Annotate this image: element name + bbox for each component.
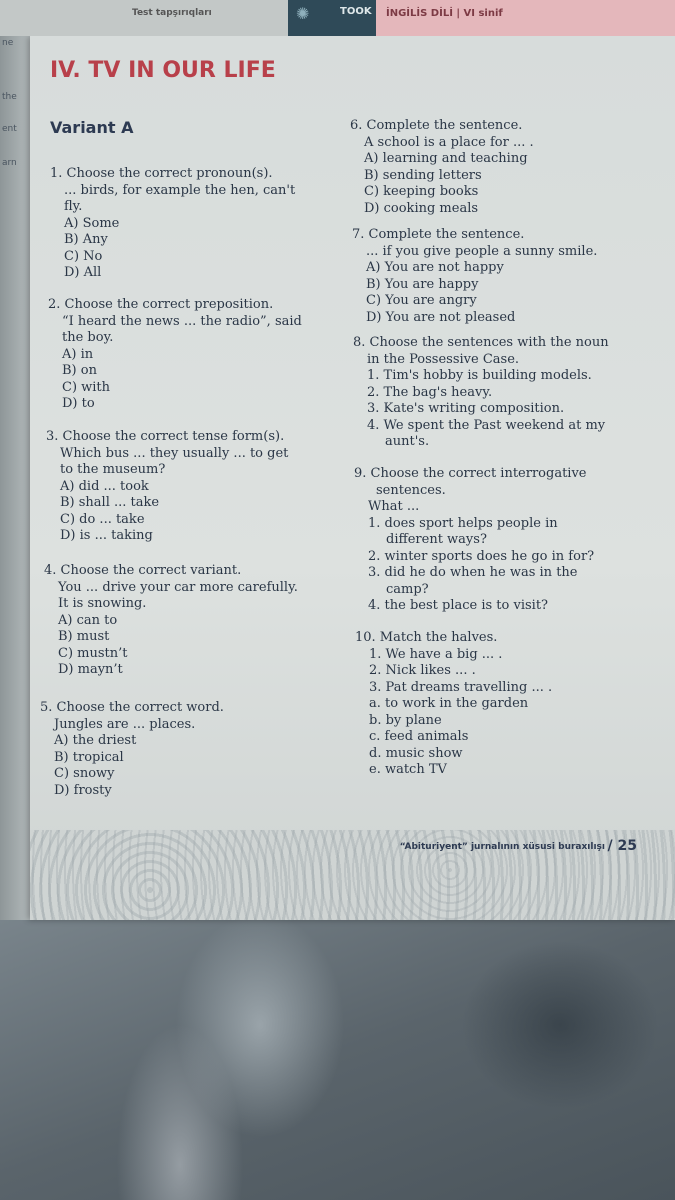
margin-fragment: the xyxy=(2,92,17,102)
question-stem: 6. Complete the sentence. xyxy=(350,118,523,133)
question-7 xyxy=(352,227,597,326)
option: D) to xyxy=(62,396,95,411)
question-line: A school is a place for ... . xyxy=(364,134,534,150)
question-stem: 10. Match the halves. xyxy=(355,630,498,645)
subject-label: İNGİLİS DİLİ | VI sinif xyxy=(386,8,503,19)
option: B) must xyxy=(58,629,110,644)
question-6 xyxy=(350,118,534,217)
option: 3. Pat dreams travelling ... . xyxy=(369,679,553,695)
question-line: Which bus ... they usually ... to get xyxy=(60,445,289,461)
margin-fragment: ne xyxy=(2,38,14,48)
question-stem: 5. Choose the correct word. xyxy=(40,700,224,715)
page-number: / 25 xyxy=(607,838,637,854)
option: 1. We have a big ... . xyxy=(369,646,503,662)
option: C) You are angry xyxy=(366,293,477,308)
question-line: You ... drive your car more carefully. xyxy=(58,579,298,595)
option: D) is ... taking xyxy=(60,528,153,543)
option: C) with xyxy=(62,379,111,395)
question-9 xyxy=(354,466,594,615)
question-stem: 1. Choose the correct pronoun(s). xyxy=(50,166,273,181)
option: D) All xyxy=(64,265,102,280)
option: 2. Nick likes ... . xyxy=(369,663,476,678)
question-line: “I heard the news ... the radio”, said xyxy=(62,313,302,329)
background-fabric xyxy=(0,905,675,1200)
question-5 xyxy=(40,700,224,799)
previous-page-edge xyxy=(0,0,34,920)
question-line: Jungles are ... places. xyxy=(54,716,196,732)
option: D) mayn’t xyxy=(58,662,123,677)
page-title: IV. TV IN OUR LIFE xyxy=(50,58,276,83)
question-stem: 3. Choose the correct tense form(s). xyxy=(46,429,285,444)
question-stem: 7. Complete the sentence. xyxy=(352,227,525,242)
question-3 xyxy=(46,429,288,545)
option: B) You are happy xyxy=(366,276,479,292)
question-line: in the Possessive Case. xyxy=(367,351,520,367)
option: A) in xyxy=(62,346,94,362)
question-line: It is snowing. xyxy=(58,596,147,611)
option: 4. We spent the Past weekend at my xyxy=(367,417,606,433)
header-badge-text: TOOK xyxy=(340,6,372,17)
option: 3. did he do when he was in the xyxy=(368,565,578,580)
badge-ornament-icon: ✺ xyxy=(296,4,310,23)
option: D) frosty xyxy=(54,782,112,798)
option-continued: different ways? xyxy=(386,532,487,547)
option: 3. Kate's writing composition. xyxy=(367,401,565,416)
option: b. by plane xyxy=(369,712,442,728)
question-line: sentences. xyxy=(376,482,446,498)
option: 2. The bag's heavy. xyxy=(367,384,493,400)
option: B) Any xyxy=(64,232,108,247)
variant-heading: Variant A xyxy=(50,118,134,137)
option: B) shall ... take xyxy=(60,495,160,510)
header-left xyxy=(0,0,288,36)
footer-journal: “Abituriyent” jurnalının xüsusi buraxılışı xyxy=(399,842,605,852)
option: A) You are not happy xyxy=(366,260,504,275)
option: B) on xyxy=(62,363,97,378)
question-stem: 2. Choose the correct preposition. xyxy=(48,297,274,312)
option: C) mustn’t xyxy=(58,645,128,661)
margin-fragment: arn xyxy=(2,158,17,168)
option: A) the driest xyxy=(54,733,137,748)
option: d. music show xyxy=(369,745,463,761)
option: A) did ... took xyxy=(60,478,149,494)
question-stem: 8. Choose the sentences with the noun xyxy=(353,335,609,350)
option: B) tropical xyxy=(54,749,124,765)
question-line: the boy. xyxy=(62,330,114,345)
question-line: ... birds, for example the hen, can't xyxy=(64,182,296,198)
question-line: fly. xyxy=(64,199,83,214)
option-continued: aunt's. xyxy=(385,434,430,449)
option: C) do ... take xyxy=(60,511,145,527)
question-line: What ... xyxy=(368,499,420,514)
question-4 xyxy=(44,563,298,679)
option: c. feed animals xyxy=(369,729,469,744)
question-stem: 4. Choose the correct variant. xyxy=(44,563,242,578)
question-stem: 9. Choose the correct interrogative xyxy=(354,466,587,481)
option: D) You are not pleased xyxy=(366,309,516,325)
option: 1. does sport helps people in xyxy=(368,515,558,531)
option: A) Some xyxy=(64,215,120,231)
question-1 xyxy=(50,166,295,282)
option: e. watch TV xyxy=(369,762,447,777)
option: C) snowy xyxy=(54,766,115,781)
question-10 xyxy=(355,630,552,779)
option: C) No xyxy=(64,248,103,264)
option: A) learning and teaching xyxy=(364,151,528,166)
option: 1. Tim's hobby is building models. xyxy=(367,368,592,383)
margin-fragment: ent xyxy=(2,124,17,134)
option: a. to work in the garden xyxy=(369,696,529,711)
option-continued: camp? xyxy=(386,581,429,597)
question-8 xyxy=(353,335,609,451)
option: D) cooking meals xyxy=(364,200,479,216)
option: C) keeping books xyxy=(364,184,479,199)
option: 2. winter sports does he go in for? xyxy=(368,548,595,564)
option: A) can to xyxy=(58,612,118,628)
question-line: to the museum? xyxy=(60,462,166,477)
question-line: ... if you give people a sunny smile. xyxy=(366,243,598,259)
question-2 xyxy=(48,297,302,413)
option: 4. the best place is to visit? xyxy=(368,598,549,613)
header-test-label: Test tapşırıqları xyxy=(132,8,212,18)
option: B) sending letters xyxy=(364,167,482,183)
